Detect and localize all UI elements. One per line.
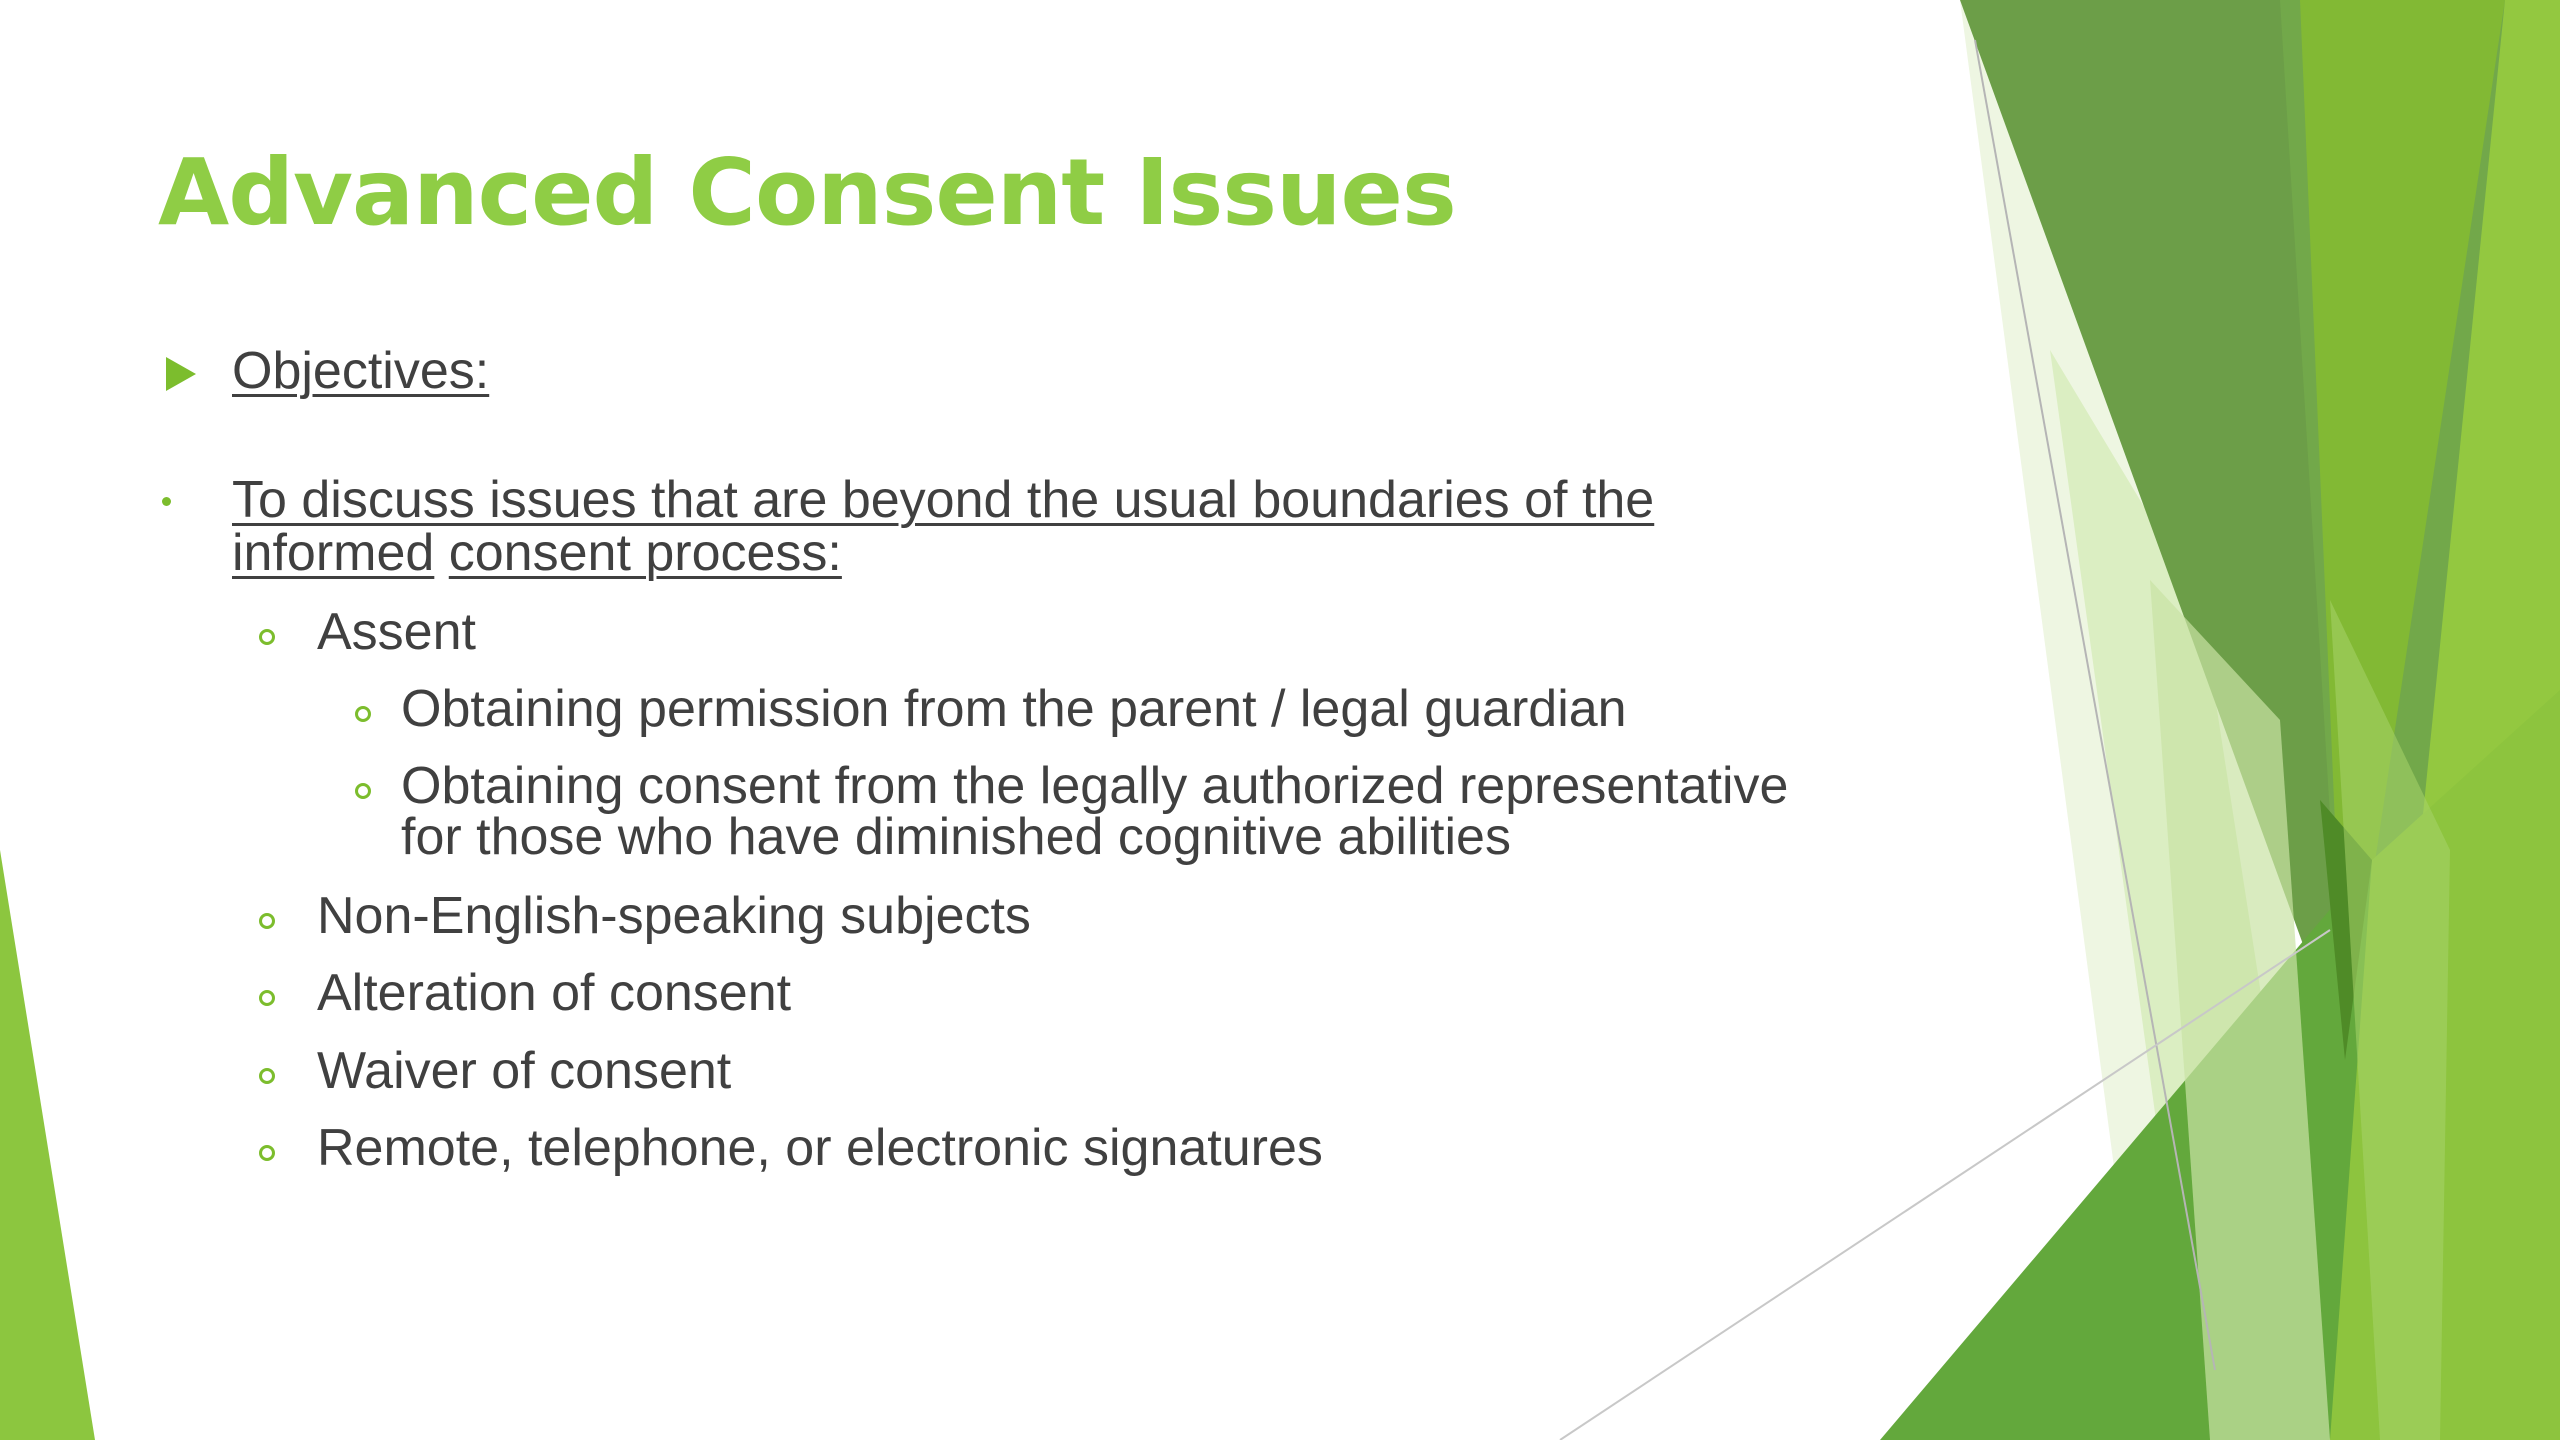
triangle-bullet-icon: [166, 357, 196, 391]
ring-bullet-icon: [355, 706, 371, 722]
ring-bullet-icon: [355, 783, 371, 799]
ring-bullet-icon: [259, 1068, 275, 1084]
main-point-consent-process: consent process:: [448, 524, 842, 582]
main-point-line-1: To discuss issues that are beyond the usual boundaries of the: [232, 471, 1655, 529]
sub-item-assent: Assent: [317, 603, 476, 661]
main-point-line-2: [232, 524, 842, 582]
objectives-heading: Objectives:: [232, 342, 490, 400]
main-point-informed: informed: [232, 524, 435, 582]
ring-bullet-icon: [259, 990, 275, 1006]
assent-child-1: Obtaining permission from the parent / legal guardian: [401, 680, 1627, 738]
assent-child-2-line-1: Obtaining consent from the legally authorized representative: [401, 757, 1789, 815]
sub-item-alteration: Alteration of consent: [317, 964, 792, 1022]
sub-item-non-english: Non-English-speaking subjects: [317, 887, 1031, 945]
ring-bullet-icon: [259, 629, 275, 645]
dot-bullet-icon: [162, 497, 171, 506]
ring-bullet-icon: [259, 913, 275, 929]
sub-item-remote: Remote, telephone, or electronic signatures: [317, 1119, 1323, 1177]
assent-child-2-line-2: for those who have diminished cognitive abilities: [401, 808, 1511, 866]
slide-title: Advanced Consent Issues: [158, 139, 1456, 246]
ring-bullet-icon: [259, 1145, 275, 1161]
sub-item-waiver: Waiver of consent: [317, 1042, 732, 1100]
